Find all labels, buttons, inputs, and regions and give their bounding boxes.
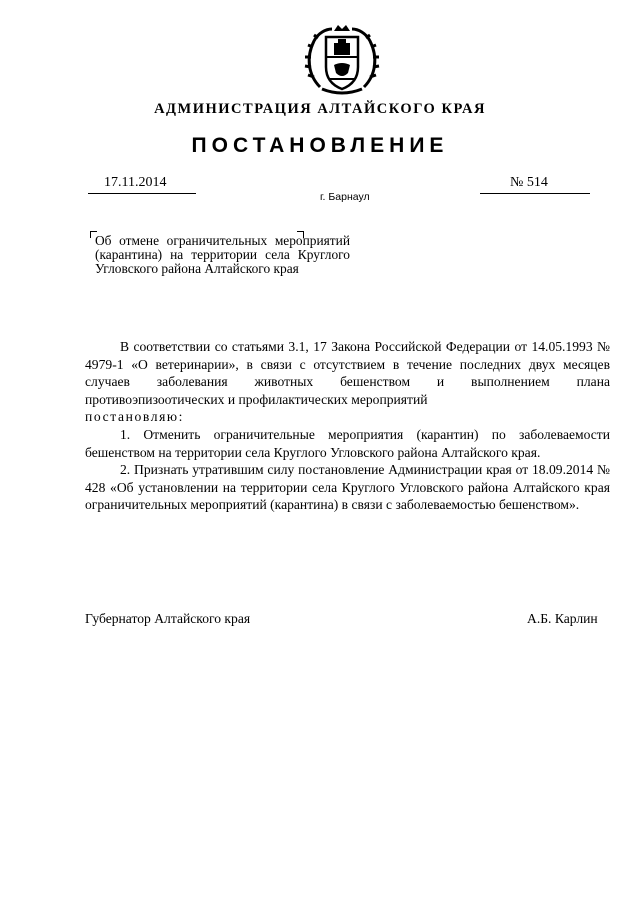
document-subject: Об отмене ограничительных мероприятий (карантина) на территории села Круглого Угловского района Алтайского края [95, 233, 350, 276]
document-number: № 514 [510, 175, 548, 190]
administration-title: АДМИНИСТРАЦИЯ АЛТАЙСКОГО КРАЯ [154, 101, 486, 117]
coat-of-arms-icon [300, 17, 384, 101]
document-body [85, 338, 610, 514]
signatory-position: Губернатор Алтайского края [85, 611, 251, 626]
decree-word: постановляю: [85, 409, 185, 425]
item-2-paragraph: 2. Признать утратившим силу постановление Администрации края от 18.09.2014 № 428 «Об установлении на территории села Круглого Угловского района Алтайского края ограничительных мероприятий (карантина) в связи с заболеваемостью бешенством». [85, 462, 610, 513]
signatory-name: А.Б. Карлин [527, 611, 598, 626]
item-1-paragraph: 1. Отменить ограничительные мероприятия (карантин) по заболеваемости бешенством на территории села Круглого Угловского района Алтайского края. [85, 426, 610, 460]
city-label: г. Барнаул [320, 191, 370, 203]
document-type-title: ПОСТАНОВЛЕНИЕ [191, 134, 449, 157]
document-date: 17.11.2014 [104, 175, 167, 190]
preamble-paragraph: В соответствии со статьями 3.1, 17 Закона Российской Федерации от 14.05.1993 № 4979-1 «О ветеринарии», в связи с отсутствием в течение последних двух месяцев случаев заболевания животных бешенством и выполнением плана противоэпизоотических и профилактических мероприятий [85, 339, 610, 407]
